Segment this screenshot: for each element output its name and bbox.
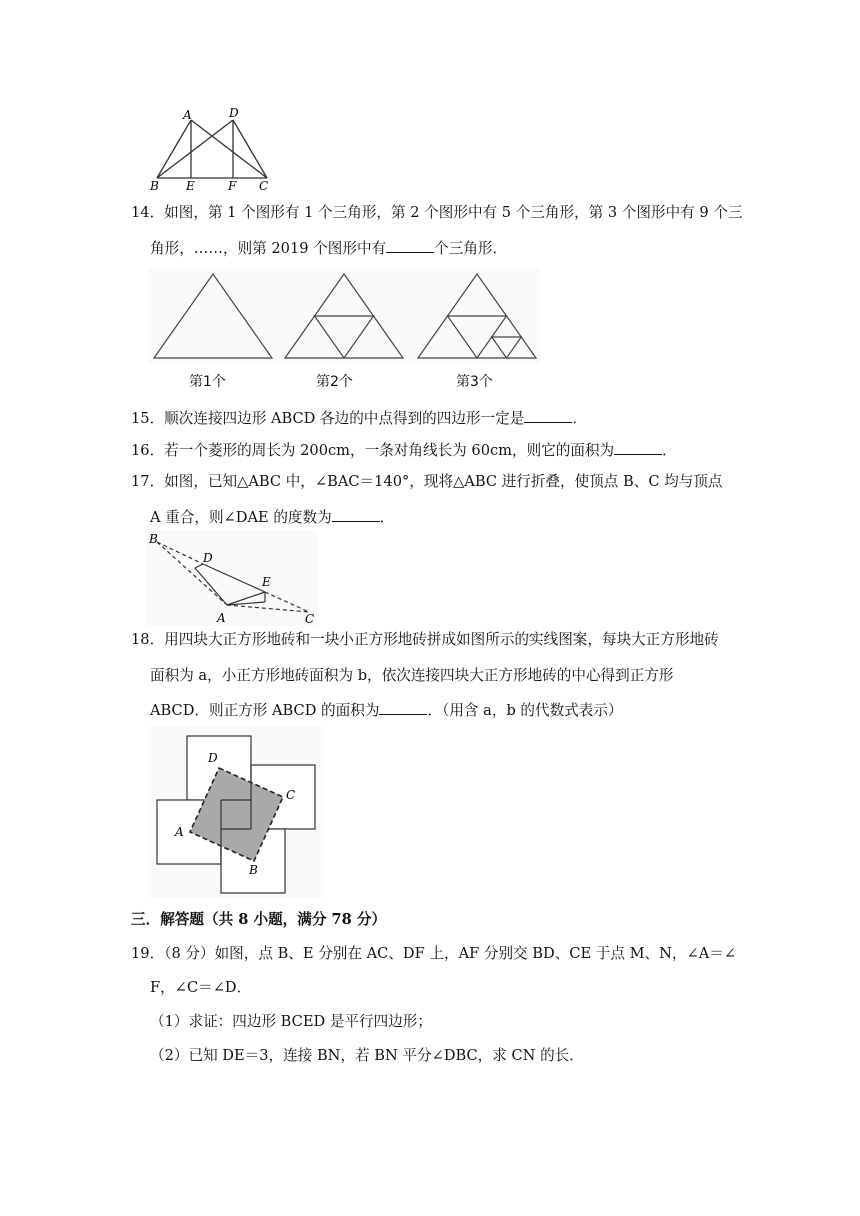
q16-answer-blank[interactable] bbox=[614, 440, 662, 455]
q17-answer-blank[interactable] bbox=[332, 507, 380, 522]
q14-caption-1: 第1个 bbox=[189, 374, 226, 390]
q19-part1: （1）求证：四边形 BCED 是平行四边形； bbox=[150, 1013, 432, 1030]
q14-text-b: 个三角形． bbox=[434, 240, 508, 257]
label-e: E bbox=[262, 575, 271, 589]
section3-title: 三．解答题（共 8 小题，满分 78 分） bbox=[131, 911, 387, 928]
label-a: A bbox=[183, 108, 192, 122]
label-a: A bbox=[217, 611, 226, 625]
q13-figure bbox=[145, 104, 275, 194]
q14-caption-2: 第2个 bbox=[316, 374, 353, 390]
label-f: F bbox=[228, 179, 237, 193]
label-b: B bbox=[249, 863, 258, 877]
label-e: E bbox=[186, 179, 195, 193]
label-c: C bbox=[305, 612, 315, 626]
q18-line2: 面积为 a，小正方形地砖面积为 b，依次连接四块大正方形地砖的中心得到正方形 bbox=[150, 667, 674, 684]
q17-line1: 17．如图，已知△ABC 中，∠BAC＝140°，现将△ABC 进行折叠，使顶点 B、C 均与顶点 bbox=[131, 473, 723, 490]
q18-figure bbox=[148, 726, 324, 898]
q18-line1: 18．用四块大正方形地砖和一块小正方形地砖拼成如图所示的实线图案，每块大正方形地砖 bbox=[131, 631, 719, 648]
q18-line3 bbox=[150, 700, 623, 721]
q15-text-b: ． bbox=[572, 410, 587, 427]
q14-line2 bbox=[150, 238, 507, 259]
q14-line1: 14．如图，第 1 个图形有 1 个三角形，第 2 个图形中有 5 个三角形，第 3 个图形中有 9 个三 bbox=[131, 204, 743, 221]
q17-text-b: ． bbox=[379, 509, 395, 526]
q19-line1: 19．（8 分）如图，点 B、E 分别在 AC、DF 上，AF 分别交 BD、CE 于点 M、N，∠A＝∠ bbox=[131, 945, 737, 962]
q18-text-b: ．（用含 a，b 的代数式表示） bbox=[427, 702, 623, 719]
q18-text-a: ABCD．则正方形 ABCD 的面积为 bbox=[150, 702, 380, 719]
q14-caption-3: 第3个 bbox=[456, 374, 493, 390]
q17-figure bbox=[145, 530, 317, 626]
label-d: D bbox=[229, 106, 239, 120]
q16-text-b: ． bbox=[662, 442, 677, 459]
label-b: B bbox=[150, 179, 159, 193]
label-c: C bbox=[259, 179, 269, 193]
q17-line2 bbox=[150, 507, 394, 528]
label-c: C bbox=[286, 788, 296, 802]
q14-answer-blank[interactable] bbox=[386, 238, 434, 253]
q16-line bbox=[131, 440, 677, 461]
q19-part2: （2）已知 DE＝3，连接 BN，若 BN 平分∠DBC，求 CN 的长． bbox=[150, 1047, 584, 1064]
q14-text-a: 角形，……，则第 2019 个图形中有 bbox=[150, 240, 387, 257]
q14-figure bbox=[148, 268, 540, 364]
q18-answer-blank[interactable] bbox=[379, 700, 427, 715]
label-b: B bbox=[149, 532, 158, 546]
q15-line bbox=[131, 408, 587, 429]
label-a: A bbox=[175, 825, 184, 839]
label-d: D bbox=[208, 751, 218, 765]
q15-text-a: 15．顺次连接四边形 ABCD 各边的中点得到的四边形一定是 bbox=[131, 410, 525, 427]
label-d: D bbox=[203, 551, 213, 565]
q16-text-a: 16．若一个菱形的周长为 200cm，一条对角线长为 60cm，则它的面积为 bbox=[131, 442, 615, 459]
q17-text-a: A 重合，则∠DAE 的度数为 bbox=[150, 509, 332, 526]
q19-line2: F，∠C＝∠D． bbox=[150, 979, 252, 996]
q15-answer-blank[interactable] bbox=[524, 408, 572, 423]
